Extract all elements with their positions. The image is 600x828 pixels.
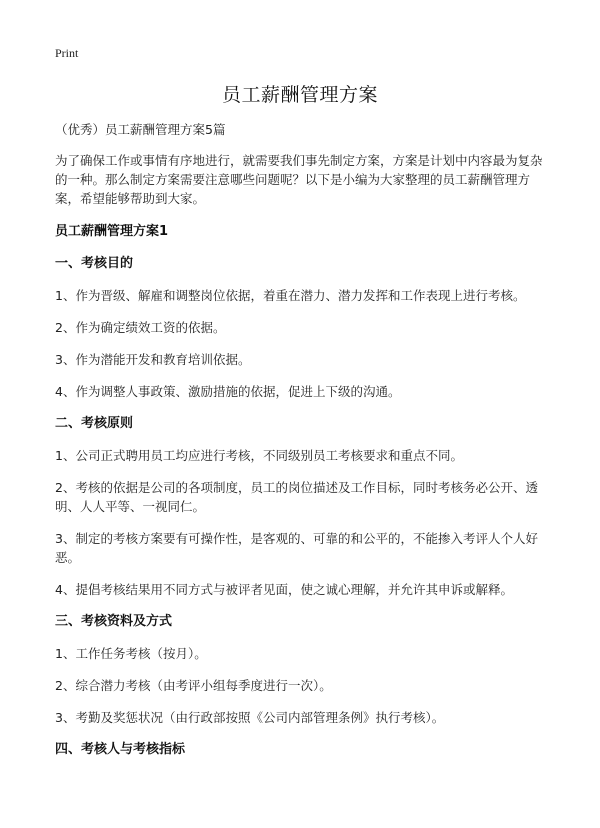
list-item: 3、考勤及奖惩状况（由行政部按照《公司内部管理条例》执行考核）。 <box>55 710 445 725</box>
document-subtitle: （优秀）员工薪酬管理方案5篇 <box>55 122 226 137</box>
list-item: 4、作为调整人事政策、激励措施的依据，促进上下级的沟通。 <box>55 384 401 399</box>
list-item: 4、提倡考核结果用不同方式与被评者见面，使之诚心理解，并允许其申诉或解释。 <box>55 582 513 597</box>
list-item: 1、工作任务考核（按月）。 <box>55 646 207 661</box>
list-item: 3、作为潜能开发和教育培训依据。 <box>55 352 251 367</box>
list-item: 2、综合潜力考核（由考评小组每季度进行一次）。 <box>55 678 332 693</box>
section-heading: 四、考核人与考核指标 <box>55 742 186 757</box>
intro-paragraph: 为了确保工作或事情有序地进行，就需要我们事先制定方案，方案是计划中内容最为复杂的一种。那么制定方案需要注意哪些问题呢？以下是小编为大家整理的员工薪酬管理方案，希望能够帮助到大家。 <box>55 153 543 206</box>
section-heading: 一、考核目的 <box>55 256 134 271</box>
page-title: 员工薪酬管理方案 <box>221 84 378 106</box>
section-heading: 三、考核资料及方式 <box>55 614 173 629</box>
list-item: 2、作为确定绩效工资的依据。 <box>55 320 226 335</box>
list-item: 1、公司正式聘用员工均应进行考核，不同级别员工考核要求和重点不同。 <box>55 448 463 463</box>
list-item: 1、作为晋级、解雇和调整岗位依据，着重在潜力、潜力发挥和工作表现上进行考核。 <box>55 288 526 303</box>
plan-heading: 员工薪酬管理方案1 <box>55 224 169 239</box>
list-item: 2、考核的依据是公司的各项制度，员工的岗位描述及工作目标，同时考核务必公开、透明、人人平等、一视同仁。 <box>55 480 538 514</box>
list-item: 3、制定的考核方案要有可操作性，是客观的、可靠的和公平的，不能掺入考评人个人好恶。 <box>55 531 538 565</box>
section-heading: 二、考核原则 <box>55 416 134 431</box>
print-label: Print <box>55 46 79 60</box>
document-body <box>55 120 550 772</box>
